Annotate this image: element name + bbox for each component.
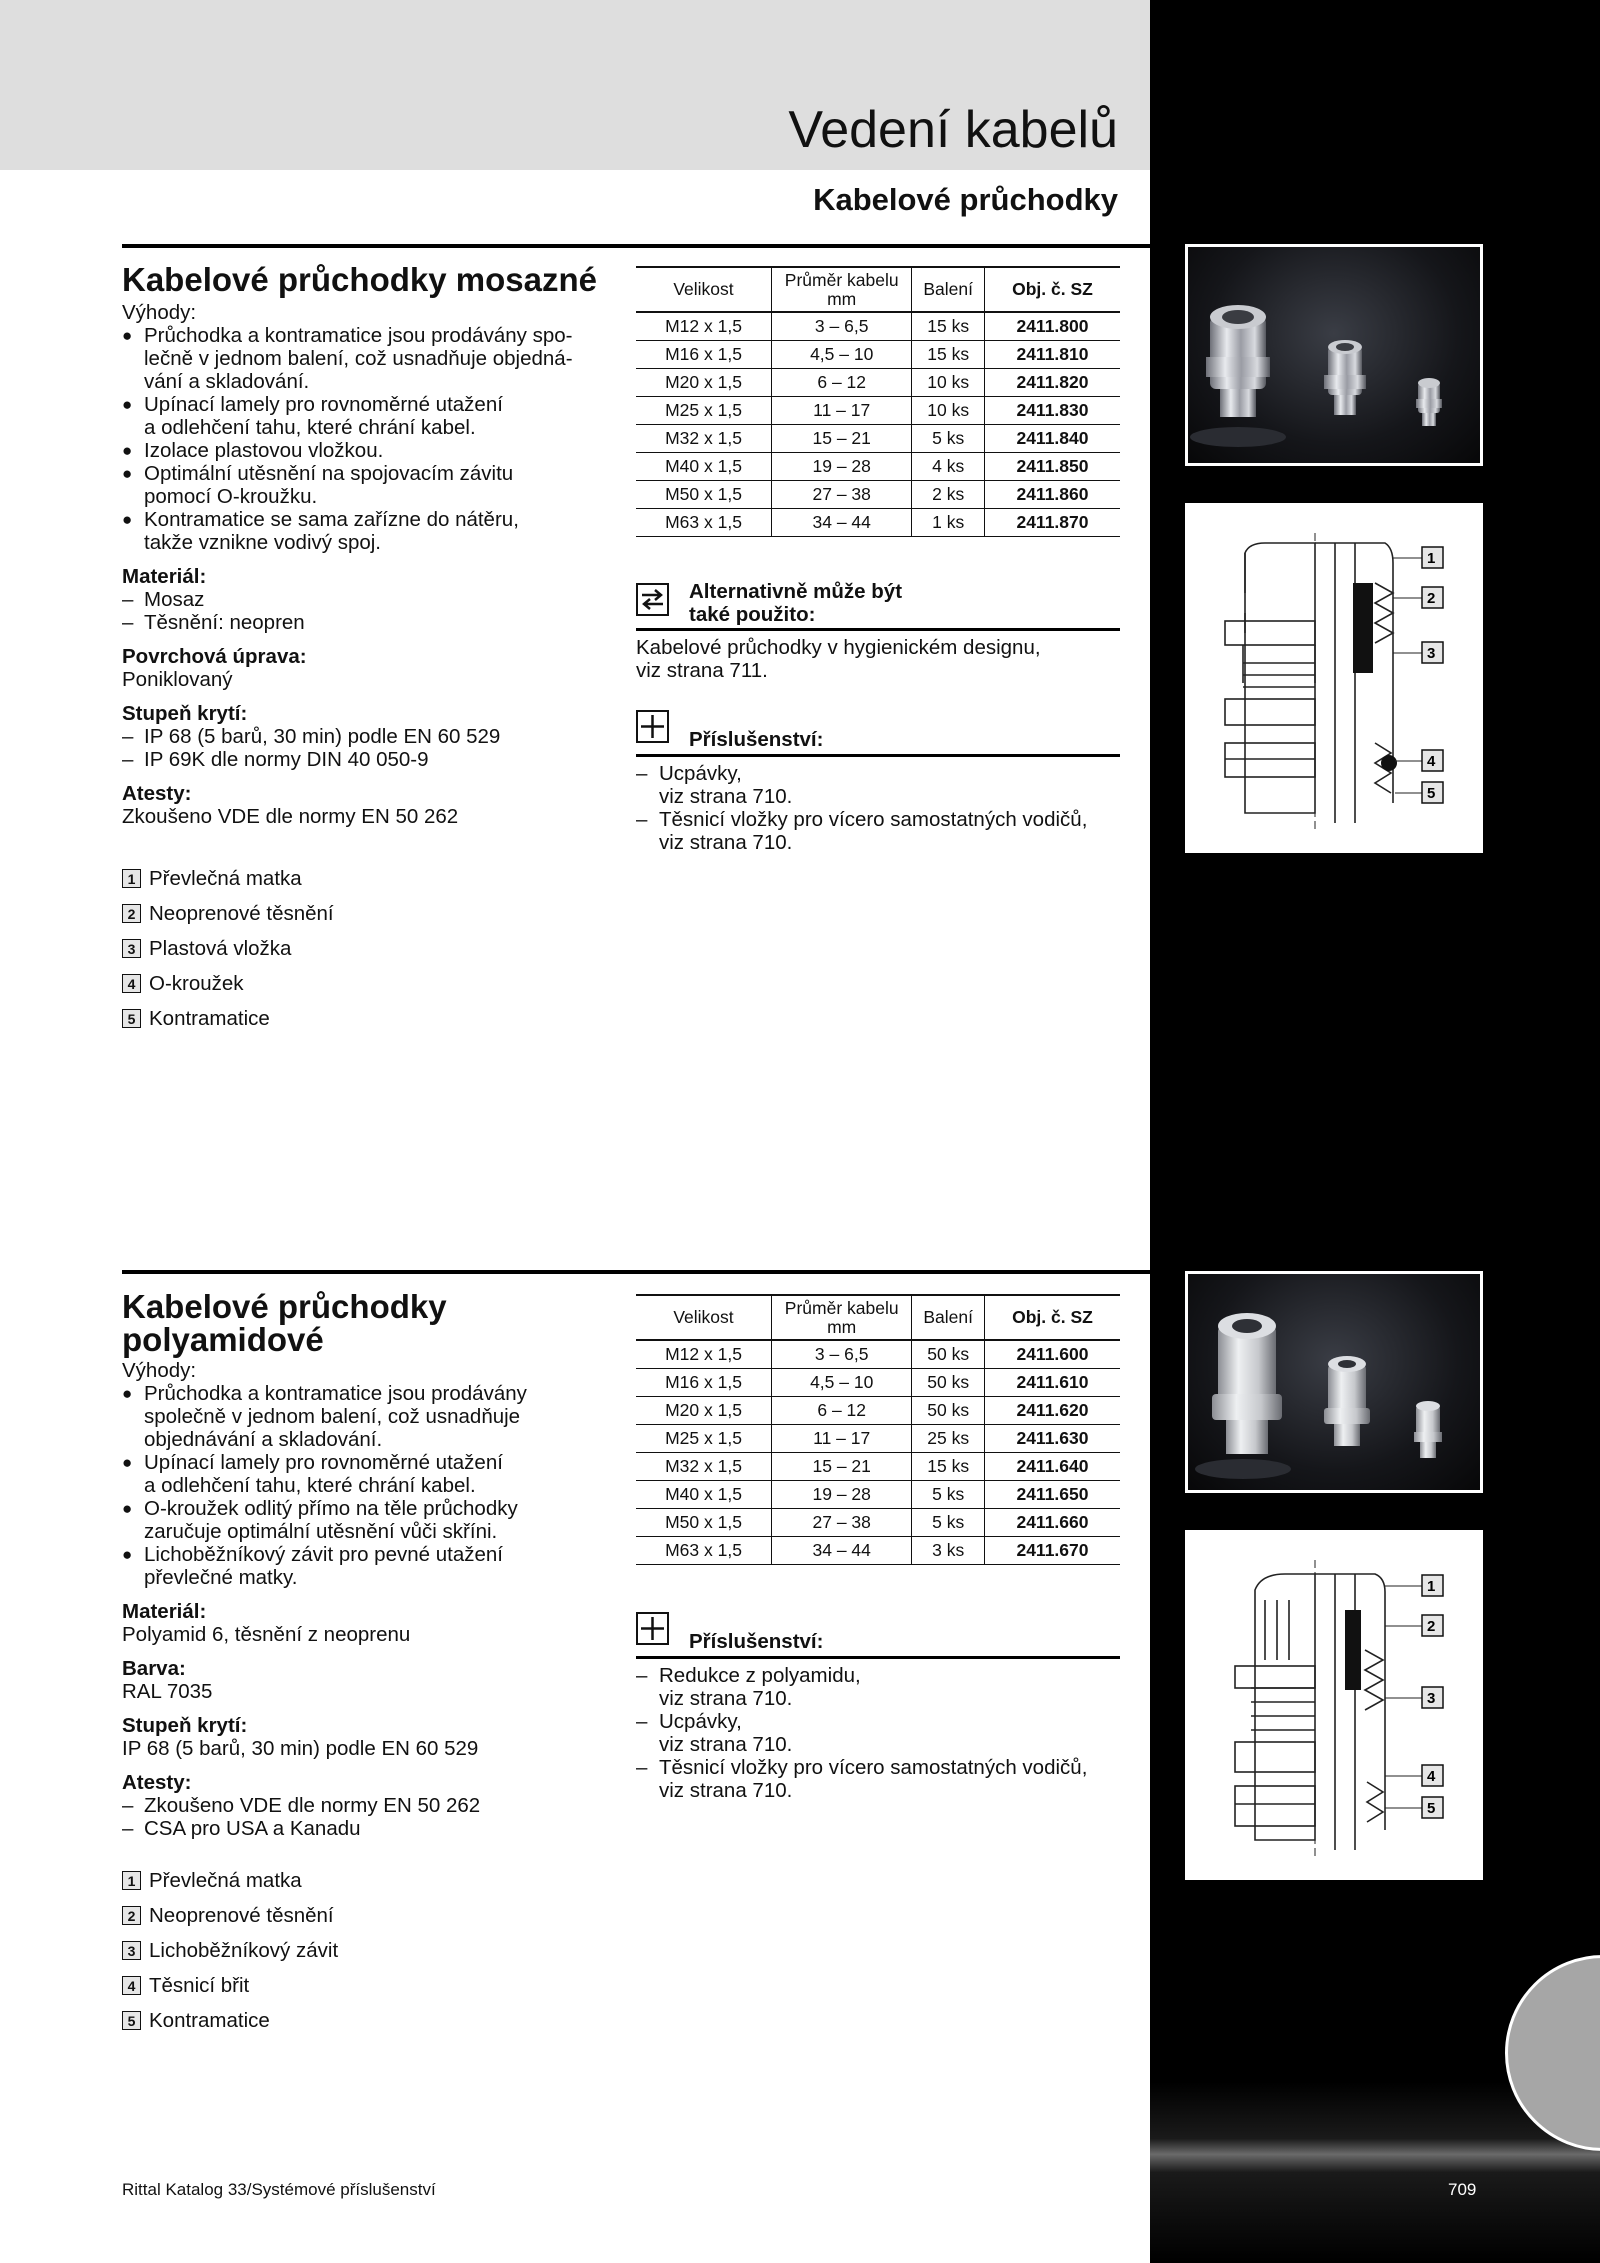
order-number-cell: 2411.850 bbox=[984, 453, 1120, 481]
table-row bbox=[636, 509, 1120, 537]
legend-number: 3 bbox=[122, 939, 141, 958]
order-number-cell: 2411.830 bbox=[984, 397, 1120, 425]
advantage-item: ● O-kroužek odlitý přímo na těle průchodky zaručuje optimální utěsnění vůči skříni. bbox=[122, 1497, 602, 1543]
alternative-text: Kabelové průchodky v hygienickém designu, viz strana 711. bbox=[636, 636, 1041, 682]
packing-cell: 10 ks bbox=[912, 369, 985, 397]
advantage-item: ● Upínací lamely pro rovnoměrné utažení a odlehčení tahu, které chrání kabel. bbox=[122, 1451, 602, 1497]
legend-item bbox=[122, 2003, 338, 2038]
svg-text:2: 2 bbox=[1427, 1618, 1436, 1635]
size-cell: M16 x 1,5 bbox=[636, 341, 772, 369]
order-number-cell: 2411.600 bbox=[984, 1340, 1120, 1369]
table-header: Obj. č. SZ bbox=[984, 267, 1120, 312]
legend-item bbox=[122, 1933, 338, 1968]
material-item: – Mosaz bbox=[122, 588, 602, 611]
accessories-list bbox=[636, 1664, 1120, 1802]
legend-label: Lichoběžníkový závit bbox=[149, 1938, 339, 1962]
advantage-item: ● Izolace plastovou vložkou. bbox=[122, 439, 602, 462]
advantage-item: ● Kontramatice se sama zařízne do nátěru, takže vznikne vodivý spoj. bbox=[122, 508, 602, 554]
footer-catalog: Rittal Katalog 33/Systémové příslušenství bbox=[122, 2180, 436, 2199]
cable-diameter-cell: 19 – 28 bbox=[772, 453, 912, 481]
accessories-title: Příslušenství: bbox=[689, 1630, 824, 1653]
cable-diameter-cell: 6 – 12 bbox=[772, 1397, 912, 1425]
legend-number: 4 bbox=[122, 1976, 141, 1995]
page-subtitle: Kabelové průchodky bbox=[813, 182, 1118, 217]
legend-item bbox=[122, 1898, 338, 1933]
section2-title: Kabelové průchodky polyamidové bbox=[122, 1288, 447, 1358]
protection-label: Stupeň krytí: bbox=[122, 702, 248, 725]
protection-label: Stupeň krytí: bbox=[122, 1714, 248, 1737]
size-cell: M32 x 1,5 bbox=[636, 1453, 772, 1481]
size-cell: M25 x 1,5 bbox=[636, 1425, 772, 1453]
cable-diameter-cell: 11 – 17 bbox=[772, 1425, 912, 1453]
protection-item: – IP 68 (5 barů, 30 min) podle EN 60 529 bbox=[122, 725, 602, 748]
size-cell: M63 x 1,5 bbox=[636, 509, 772, 537]
order-number-cell: 2411.840 bbox=[984, 425, 1120, 453]
order-number-cell: 2411.650 bbox=[984, 1481, 1120, 1509]
cross-section-drawing-brass bbox=[1185, 503, 1483, 853]
table-row bbox=[636, 425, 1120, 453]
legend-item bbox=[122, 1001, 334, 1036]
accessory-item: – Redukce z polyamidu, viz strana 710. bbox=[636, 1664, 1120, 1710]
table-header: Průměr kabelu mm bbox=[772, 1295, 912, 1340]
size-cell: M25 x 1,5 bbox=[636, 397, 772, 425]
size-cell: M32 x 1,5 bbox=[636, 425, 772, 453]
accessory-item: – Ucpávky, viz strana 710. bbox=[636, 1710, 1120, 1756]
section2-legend bbox=[122, 1863, 338, 2038]
packing-cell: 50 ks bbox=[912, 1340, 985, 1369]
advantage-item: ● Průchodka a kontramatice jsou prodávány společně v jednom balení, což usnadňuje objednávání a skladování. bbox=[122, 1382, 602, 1451]
accessories-rule bbox=[636, 754, 1120, 757]
table-header: Balení bbox=[912, 1295, 985, 1340]
legend-item bbox=[122, 1968, 338, 2003]
alternative-title: Alternativně může být také použito: bbox=[689, 580, 903, 626]
packing-cell: 25 ks bbox=[912, 1425, 985, 1453]
product-photo-brass bbox=[1185, 244, 1483, 466]
material-label: Materiál: bbox=[122, 1600, 207, 1623]
tests-item: – CSA pro USA a Kanadu bbox=[122, 1817, 602, 1840]
page-title: Vedení kabelů bbox=[788, 101, 1118, 159]
svg-text:1: 1 bbox=[1427, 550, 1436, 567]
legend-label: Kontramatice bbox=[149, 1006, 270, 1030]
packing-cell: 3 ks bbox=[912, 1537, 985, 1565]
cable-diameter-cell: 27 – 38 bbox=[772, 1509, 912, 1537]
legend-label: Převlečná matka bbox=[149, 866, 302, 890]
swap-icon bbox=[636, 583, 669, 616]
cable-diameter-cell: 11 – 17 bbox=[772, 397, 912, 425]
advantage-item: ● Optimální utěsnění na spojovacím závitu pomocí O-kroužku. bbox=[122, 462, 602, 508]
section2-rule bbox=[122, 1270, 1152, 1274]
cable-diameter-cell: 15 – 21 bbox=[772, 425, 912, 453]
section1-legend bbox=[122, 861, 334, 1036]
svg-text:2: 2 bbox=[1427, 590, 1436, 607]
svg-text:3: 3 bbox=[1427, 645, 1436, 662]
cable-diameter-cell: 4,5 – 10 bbox=[772, 1369, 912, 1397]
order-number-cell: 2411.660 bbox=[984, 1509, 1120, 1537]
cross-section-drawing-polyamide bbox=[1185, 1530, 1483, 1880]
packing-cell: 15 ks bbox=[912, 1453, 985, 1481]
tests-value: Zkoušeno VDE dle normy EN 50 262 bbox=[122, 805, 459, 828]
order-number-cell: 2411.670 bbox=[984, 1537, 1120, 1565]
order-number-cell: 2411.810 bbox=[984, 341, 1120, 369]
size-cell: M12 x 1,5 bbox=[636, 1340, 772, 1369]
order-number-cell: 2411.620 bbox=[984, 1397, 1120, 1425]
table-row bbox=[636, 1453, 1120, 1481]
advantages-label: Výhody: bbox=[122, 1359, 197, 1382]
svg-text:5: 5 bbox=[1427, 1800, 1436, 1817]
packing-cell: 1 ks bbox=[912, 509, 985, 537]
section1-details bbox=[122, 301, 602, 828]
packing-cell: 50 ks bbox=[912, 1397, 985, 1425]
cable-diameter-cell: 27 – 38 bbox=[772, 481, 912, 509]
packing-cell: 15 ks bbox=[912, 312, 985, 341]
table-row bbox=[636, 1509, 1120, 1537]
legend-number: 2 bbox=[122, 1906, 141, 1925]
legend-item bbox=[122, 931, 334, 966]
legend-label: Neoprenové těsnění bbox=[149, 1903, 334, 1927]
page-number: 709 bbox=[1448, 2180, 1477, 2199]
svg-text:3: 3 bbox=[1427, 1690, 1436, 1707]
table-row bbox=[636, 453, 1120, 481]
material-value: Polyamid 6, těsnění z neoprenu bbox=[122, 1623, 411, 1646]
size-cell: M63 x 1,5 bbox=[636, 1537, 772, 1565]
size-cell: M20 x 1,5 bbox=[636, 1397, 772, 1425]
legend-label: Neoprenové těsnění bbox=[149, 901, 334, 925]
section1-title: Kabelové průchodky mosazné bbox=[122, 261, 597, 298]
order-number-cell: 2411.860 bbox=[984, 481, 1120, 509]
packing-cell: 2 ks bbox=[912, 481, 985, 509]
legend-number: 5 bbox=[122, 2011, 141, 2030]
table-row bbox=[636, 1397, 1120, 1425]
legend-label: Těsnicí břit bbox=[149, 1973, 250, 1997]
legend-number: 1 bbox=[122, 869, 141, 888]
accessory-item: – Těsnicí vložky pro vícero samostatných vodičů, viz strana 710. bbox=[636, 1756, 1120, 1802]
tests-item: – Zkoušeno VDE dle normy EN 50 262 bbox=[122, 1794, 602, 1817]
product-photo-polyamide bbox=[1185, 1271, 1483, 1493]
protection-value: IP 68 (5 barů, 30 min) podle EN 60 529 bbox=[122, 1737, 479, 1760]
packing-cell: 15 ks bbox=[912, 341, 985, 369]
accessories-title: Příslušenství: bbox=[689, 728, 824, 751]
alternative-rule bbox=[636, 628, 1120, 631]
section1-rule bbox=[122, 244, 1152, 248]
advantages-list bbox=[122, 1382, 602, 1589]
packing-cell: 5 ks bbox=[912, 1509, 985, 1537]
order-number-cell: 2411.820 bbox=[984, 369, 1120, 397]
table-header: Velikost bbox=[636, 267, 772, 312]
table-header: Balení bbox=[912, 267, 985, 312]
size-cell: M20 x 1,5 bbox=[636, 369, 772, 397]
advantages-label: Výhody: bbox=[122, 301, 197, 324]
advantage-item: ● Lichoběžníkový závit pro pevné utažení převlečné matky. bbox=[122, 1543, 602, 1589]
accessories-list bbox=[636, 762, 1120, 854]
table-row bbox=[636, 1425, 1120, 1453]
packing-cell: 4 ks bbox=[912, 453, 985, 481]
order-number-cell: 2411.870 bbox=[984, 509, 1120, 537]
legend-item bbox=[122, 1863, 338, 1898]
svg-text:4: 4 bbox=[1427, 753, 1436, 770]
accessory-item: – Ucpávky, viz strana 710. bbox=[636, 762, 1120, 808]
order-number-cell: 2411.610 bbox=[984, 1369, 1120, 1397]
packing-cell: 5 ks bbox=[912, 425, 985, 453]
packing-cell: 5 ks bbox=[912, 1481, 985, 1509]
legend-number: 5 bbox=[122, 1009, 141, 1028]
svg-text:5: 5 bbox=[1427, 785, 1436, 802]
table-row bbox=[636, 341, 1120, 369]
table-header: Velikost bbox=[636, 1295, 772, 1340]
legend-number: 4 bbox=[122, 974, 141, 993]
tests-label: Atesty: bbox=[122, 1771, 192, 1794]
packing-cell: 10 ks bbox=[912, 397, 985, 425]
legend-item bbox=[122, 896, 334, 931]
accessories-rule bbox=[636, 1656, 1120, 1659]
protection-item: – IP 69K dle normy DIN 40 050-9 bbox=[122, 748, 602, 771]
color-label: Barva: bbox=[122, 1657, 186, 1680]
cable-diameter-cell: 19 – 28 bbox=[772, 1481, 912, 1509]
size-cell: M16 x 1,5 bbox=[636, 1369, 772, 1397]
size-cell: M40 x 1,5 bbox=[636, 453, 772, 481]
legend-item bbox=[122, 966, 334, 1001]
legend-label: O-kroužek bbox=[149, 971, 244, 995]
section2-spec-table bbox=[636, 1294, 1120, 1565]
legend-number: 3 bbox=[122, 1941, 141, 1960]
size-cell: M40 x 1,5 bbox=[636, 1481, 772, 1509]
cable-diameter-cell: 3 – 6,5 bbox=[772, 312, 912, 341]
section2-details bbox=[122, 1359, 602, 1840]
cable-diameter-cell: 15 – 21 bbox=[772, 1453, 912, 1481]
cable-diameter-cell: 34 – 44 bbox=[772, 1537, 912, 1565]
order-number-cell: 2411.800 bbox=[984, 312, 1120, 341]
surface-value: Poniklovaný bbox=[122, 668, 233, 691]
table-row bbox=[636, 369, 1120, 397]
table-header: Obj. č. SZ bbox=[984, 1295, 1120, 1340]
size-cell: M12 x 1,5 bbox=[636, 312, 772, 341]
svg-text:1: 1 bbox=[1427, 1578, 1436, 1595]
surface-label: Povrchová úprava: bbox=[122, 645, 307, 668]
table-row bbox=[636, 1340, 1120, 1369]
table-header: Průměr kabelu mm bbox=[772, 267, 912, 312]
size-cell: M50 x 1,5 bbox=[636, 1509, 772, 1537]
advantages-list bbox=[122, 324, 602, 554]
legend-label: Kontramatice bbox=[149, 2008, 270, 2032]
table-row bbox=[636, 481, 1120, 509]
tests-label: Atesty: bbox=[122, 782, 192, 805]
plus-icon bbox=[636, 710, 669, 743]
table-row bbox=[636, 1537, 1120, 1565]
table-row bbox=[636, 1369, 1120, 1397]
legend-number: 1 bbox=[122, 1871, 141, 1890]
cable-diameter-cell: 34 – 44 bbox=[772, 509, 912, 537]
legend-label: Plastová vložka bbox=[149, 936, 292, 960]
accessory-item: – Těsnicí vložky pro vícero samostatných vodičů, viz strana 710. bbox=[636, 808, 1120, 854]
legend-number: 2 bbox=[122, 904, 141, 923]
legend-label: Převlečná matka bbox=[149, 1868, 302, 1892]
cable-diameter-cell: 6 – 12 bbox=[772, 369, 912, 397]
color-value: RAL 7035 bbox=[122, 1680, 213, 1703]
svg-text:4: 4 bbox=[1427, 1768, 1436, 1785]
order-number-cell: 2411.630 bbox=[984, 1425, 1120, 1453]
size-cell: M50 x 1,5 bbox=[636, 481, 772, 509]
material-label: Materiál: bbox=[122, 565, 207, 588]
legend-item bbox=[122, 861, 334, 896]
table-row bbox=[636, 1481, 1120, 1509]
table-row bbox=[636, 397, 1120, 425]
material-item: – Těsnění: neopren bbox=[122, 611, 602, 634]
section1-spec-table bbox=[636, 266, 1120, 537]
order-number-cell: 2411.640 bbox=[984, 1453, 1120, 1481]
table-row bbox=[636, 312, 1120, 341]
advantage-item: ● Průchodka a kontramatice jsou prodávány spo- lečně v jednom balení, což usnadňuje objedná- vání a skladování. bbox=[122, 324, 602, 393]
packing-cell: 50 ks bbox=[912, 1369, 985, 1397]
cable-diameter-cell: 4,5 – 10 bbox=[772, 341, 912, 369]
advantage-item: ● Upínací lamely pro rovnoměrné utažení a odlehčení tahu, které chrání kabel. bbox=[122, 393, 602, 439]
cable-diameter-cell: 3 – 6,5 bbox=[772, 1340, 912, 1369]
plus-icon bbox=[636, 1612, 669, 1645]
